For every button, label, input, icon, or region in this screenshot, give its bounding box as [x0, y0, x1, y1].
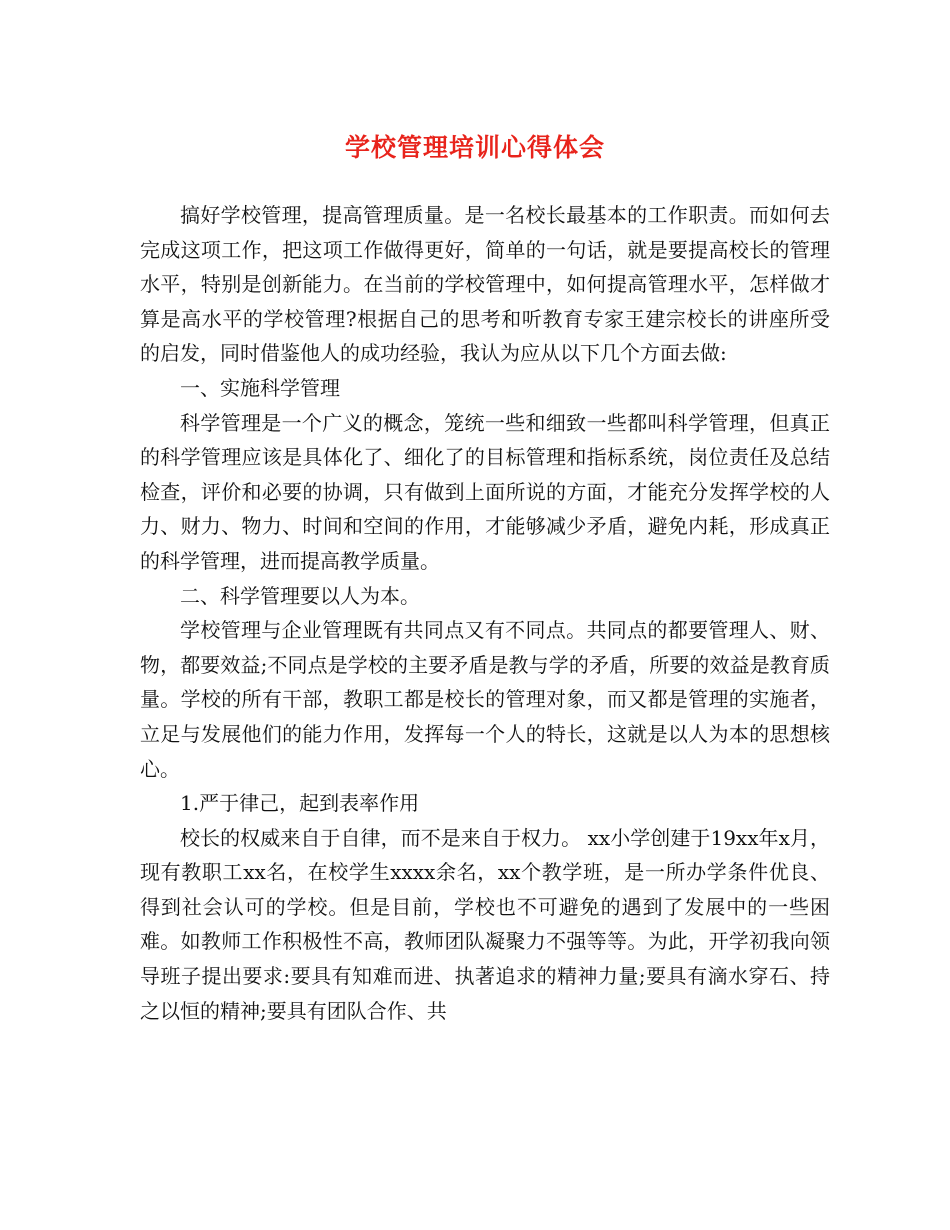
paragraph-people-oriented: 学校管理与企业管理既有共同点又有不同点。共同点的都要管理人、财、物，都要效益;不同点是学校的主要矛盾是教与学的矛盾，所要的效益是教育质量。学校的所有干部，教职工都是校长的管理对象，而又都是管理的实施者，立足与发展他们的能力作用，发挥每一个人的特长，这就是以人为本的思想核心。: [140, 618, 830, 781]
paragraph-intro: 搞好学校管理，提高管理质量。是一名校长最基本的工作职责。而如何去完成这项工作，把这项工作做得更好，简单的一句话，就是要提高校长的管理水平，特别是创新能力。在当前的学校管理中，如何提高管理水平，怎样做才算是高水平的学校管理?根据自己的思考和听教育专家王建宗校长的讲座所受的启发，同时借鉴他人的成功经验，我认为应从以下几个方面去做:: [140, 203, 830, 366]
paragraph-scientific-management: 科学管理是一个广义的概念，笼统一些和细致一些都叫科学管理，但真正的科学管理应该是具体化了、细化了的目标管理和指标系统，岗位责任及总结检查，评价和必要的协调，只有做到上面所说的方面，才能充分发挥学校的人力、财力、物力、时间和空间的作用，才能够减少矛盾，避免内耗，形成真正的科学管理，进而提高教学质量。: [140, 410, 830, 573]
section-heading-2: 二、科学管理要以人为本。: [180, 583, 420, 608]
document-title: 学校管理培训心得体会: [344, 133, 605, 162]
section-heading-1: 一、实施科学管理: [180, 375, 340, 400]
document-body: [140, 198, 830, 1028]
paragraph-self-discipline: 校长的权威来自于自律，而不是来自于权力。 xx小学创建于19xx年x月，现有教职工xx名，在校学生xxxx余名，xx个教学班，是一所办学条件优良、得到社会认可的学校。但是目前，学校也不可避免的遇到了发展中的一些困难。如教师工作积极性不高，教师团队凝聚力不强等等。为此，开学初我向领导班子提出要求:要具有知难而进、执著追求的精神力量;要具有滴水穿石、持之以恒的精神;要具有团队合作、共: [140, 825, 830, 1023]
subsection-heading-1: 1.严于律己，起到表率作用: [180, 791, 420, 816]
